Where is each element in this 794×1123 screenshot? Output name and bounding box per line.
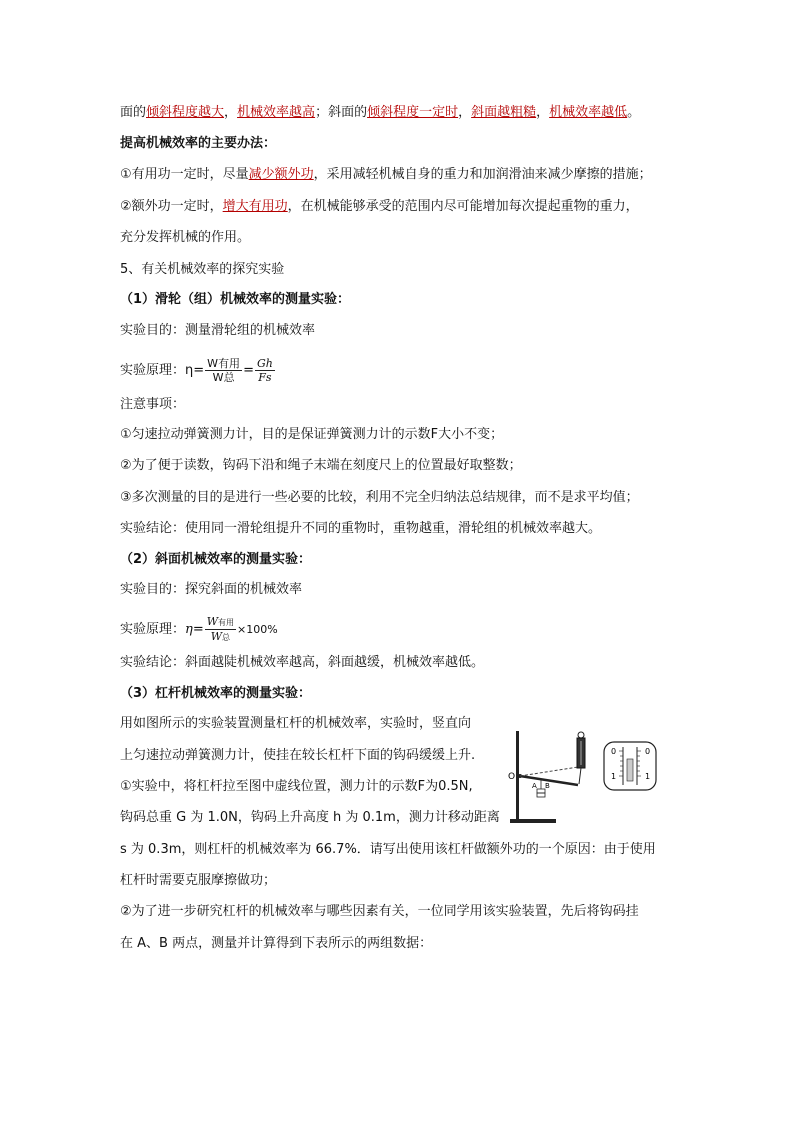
principle-label: 实验原理： <box>120 622 186 637</box>
eta-symbol: η <box>185 622 193 637</box>
percent-factor: ×100% <box>237 623 278 636</box>
equals-sign: = <box>192 622 204 637</box>
equals-sign: = <box>193 363 205 378</box>
incline-principle <box>120 615 278 644</box>
text: ；斜面的 <box>315 105 368 120</box>
text: ， <box>224 105 238 120</box>
lever-apparatus-figure <box>508 727 658 827</box>
work-fraction: $\frac{\text{W有用}}{\text{W总}}$ <box>206 615 235 643</box>
incline-conclusion: 实验结论：斜面越陡机械效率越高，斜面越缓，机械效率越低。 <box>120 655 485 670</box>
weight-block-1 <box>537 789 545 793</box>
text: ，在机械能够承受的范围内尽可能增加每次提起重物的重力， <box>287 199 639 214</box>
lever-text-6: 杠杆时需要克服摩擦做功； <box>120 873 277 888</box>
label-o: O <box>508 772 516 782</box>
key-phrase: 倾斜程度一定时 <box>367 105 459 120</box>
text: ， <box>536 105 550 120</box>
note-3: ③多次测量的目的是进行一些必要的比较，利用不完全归纳法总结规律，而不是求平均值； <box>120 490 639 505</box>
text: 面的 <box>120 105 147 120</box>
section-5-title: 5、有关机械效率的探究实验 <box>120 262 285 277</box>
notes-heading: 注意事项： <box>120 397 186 412</box>
method-2-continued: 充分发挥机械的作用。 <box>120 230 251 245</box>
pulley-principle <box>120 357 276 384</box>
stand-base <box>510 819 556 823</box>
force-fraction: $\frac{Gh}{Fs}$ <box>256 357 273 384</box>
key-phrase: 倾斜程度越大 <box>146 105 225 120</box>
lever-text-1: 用如图所示的实验装置测量杠杆的机械效率，实验时，竖直向 <box>120 716 472 731</box>
lever-dashed-position <box>520 767 578 776</box>
scale-rod <box>579 768 581 784</box>
note-1: ①匀速拉动弹簧测力计，目的是保证弹簧测力计的示数F大小不变； <box>120 427 504 442</box>
text: ，采用减轻机械自身的重力和加润滑油来减少摩擦的措施； <box>313 167 652 182</box>
scale-hook-ring <box>578 732 584 738</box>
principle-label: 实验原理： <box>120 363 186 378</box>
pulley-conclusion: 实验结论：使用同一滑轮组提升不同的重物时，重物越重，滑轮组的机械效率越大。 <box>120 521 602 536</box>
key-phrase: 减少额外功 <box>248 167 314 182</box>
lever-text-2: 上匀速拉动弹簧测力计，使挂在较长杠杆下面的钩码缓缓上升. <box>120 748 476 763</box>
scale-label-bottom-left: 1 <box>611 772 617 781</box>
method-2 <box>120 197 639 217</box>
note-2: ②为了便于读数，钩码下沿和绳子末端在刻度尺上的位置最好取整数； <box>120 458 522 473</box>
scale-label-top-left: 0 <box>611 747 617 756</box>
incline-purpose: 实验目的：探究斜面的机械效率 <box>120 582 303 597</box>
pulley-purpose: 实验目的：测量滑轮组的机械效率 <box>120 323 316 338</box>
lever-text-4: 钩码总重 G 为 1.0N，钩码上升高度 h 为 0.1m，测力计移动距离 <box>120 810 500 825</box>
lever-text-5: s 为 0.3m，则杠杆的机械效率为 66.7%．请写出使用该杠杆做额外功的一个原因：由于使用 <box>120 842 656 857</box>
scale-pointer <box>627 759 633 781</box>
lever-text-3: ①实验中，将杠杆拉至图中虚线位置，测力计的示数F为0.5N, <box>120 779 473 794</box>
incline-heading: （2）斜面机械效率的测量实验： <box>120 552 312 567</box>
key-phrase: 机械效率越低 <box>549 105 628 120</box>
scale-label-top-right: 0 <box>645 747 651 756</box>
key-phrase: 增大有用功 <box>222 199 288 214</box>
text: ， <box>458 105 472 120</box>
label-a: A <box>532 782 537 790</box>
lever-text-8: 在 A、B 两点，测量并计算得到下表所示的两组数据： <box>120 936 433 951</box>
label-b: B <box>545 782 550 790</box>
heading-improve-efficiency: 提高机械效率的主要办法： <box>120 136 277 151</box>
incline-efficiency-sentence <box>120 103 640 123</box>
key-phrase: 斜面越粗糙 <box>471 105 537 120</box>
text: 。 <box>627 105 641 120</box>
work-fraction: $\frac{\text{W有用}}{\text{W总}}$ <box>207 357 241 384</box>
text: ①有用功一定时，尽量 <box>120 167 249 182</box>
weight-block-2 <box>537 793 545 797</box>
eta-symbol: η <box>185 363 194 378</box>
scale-label-bottom-right: 1 <box>645 772 651 781</box>
method-1 <box>120 165 652 185</box>
text: ②额外功一定时， <box>120 199 223 214</box>
lever-heading: （3）杠杆机械效率的测量实验： <box>120 686 312 701</box>
pulley-heading: （1）滑轮（组）机械效率的测量实验： <box>120 292 351 307</box>
equals-sign: = <box>243 363 254 378</box>
lever-text-7: ②为了进一步研究杠杆的机械效率与哪些因素有关，一位同学用该实验装置，先后将钩码挂 <box>120 904 639 919</box>
key-phrase: 机械效率越高 <box>237 105 316 120</box>
